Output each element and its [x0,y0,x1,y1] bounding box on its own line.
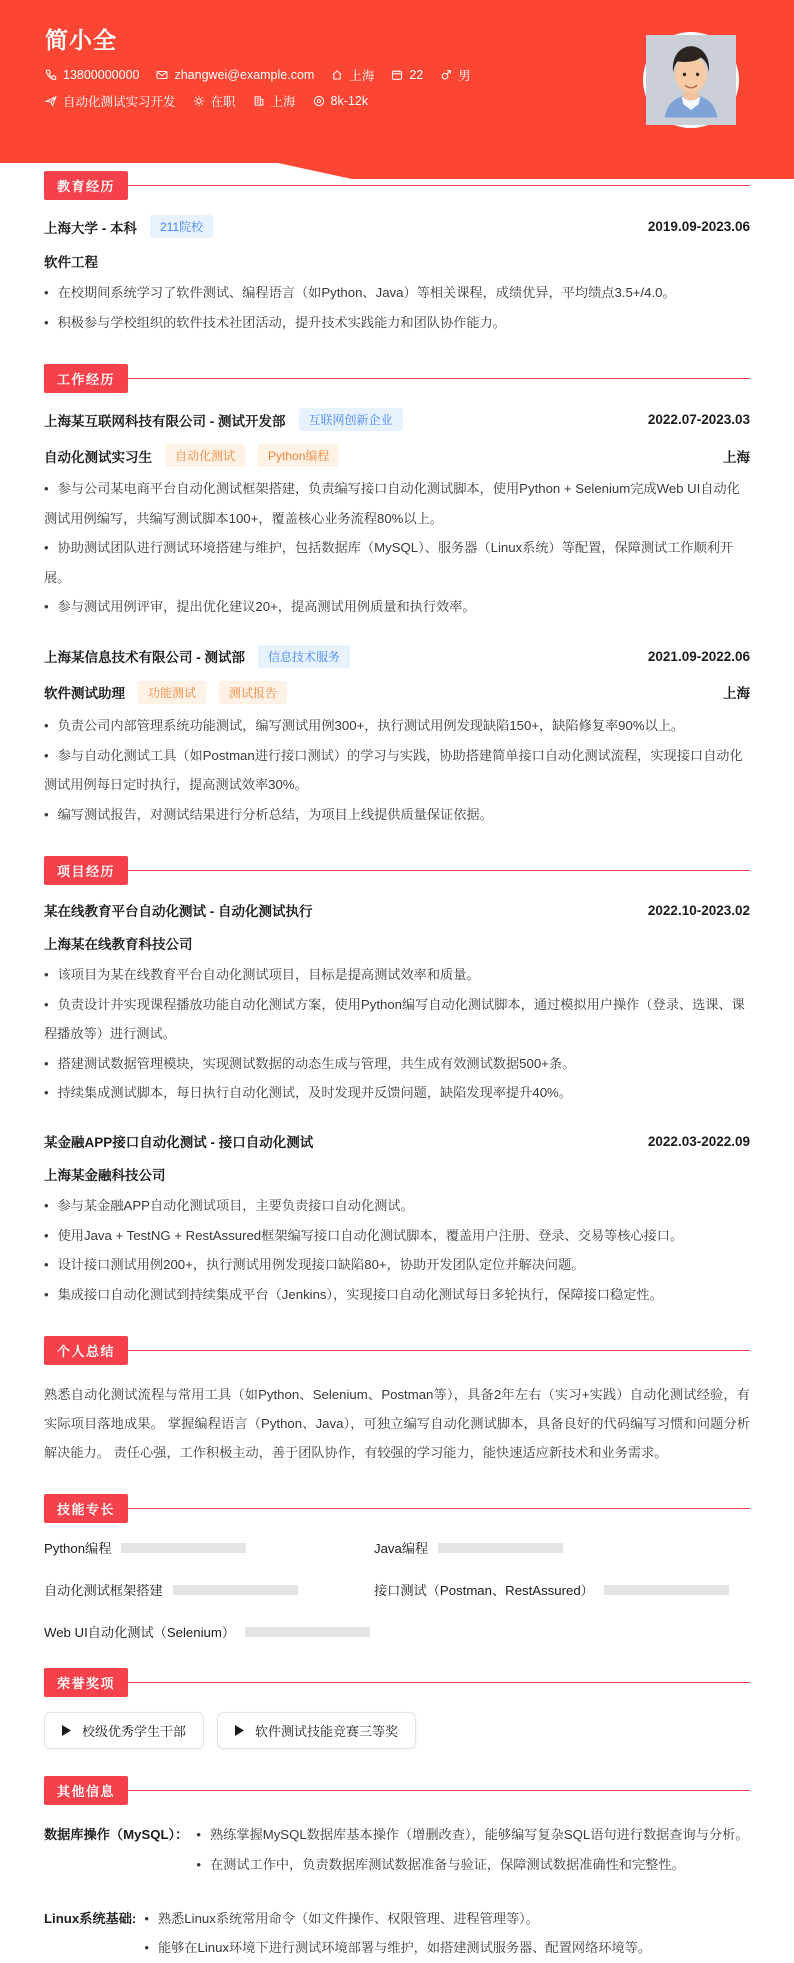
bullet: • 参与自动化测试工具（如Postman进行接口测试）的学习与实践，协助搭建简单接口自动化测试流程，实现接口自动化测试用例每日定时执行，提高测试效率30%。 [44,741,750,800]
honor-label: 校级优秀学生干部 [82,1724,187,1740]
work-bullets [44,711,750,829]
city-icon [253,95,265,107]
section-header [44,1776,750,1805]
resume-header [0,0,794,163]
contact-age: 22 [391,68,423,82]
work-date: 2021.09-2022.06 [647,648,750,664]
project-name: 某在线教育平台自动化测试 - 自动化测试执行 [44,904,313,920]
bullet: • 在校期间系统学习了软件测试、编程语言（如Python、Java）等相关课程，成绩优异，平均绩点3.5+/4.0。 [44,278,750,308]
other-group-bullets [144,1904,750,1963]
work-location: 上海 [723,686,750,702]
avatar [643,32,739,128]
company-tag: 互联网创新企业 [299,408,403,431]
role-title: 自动化测试实习生 [44,449,152,465]
bullet: • 参与某金融APP自动化测试项目，主要负责接口自动化测试。 [44,1191,750,1221]
honor-badge [217,1712,416,1749]
candidate-name: 简小全 [45,27,117,53]
work-location: 上海 [723,449,750,465]
section-title-badge: 荣誉奖项 [44,1668,128,1697]
bullet: • 能够在Linux环境下进行测试环境部署与维护，如搭建测试服务器、配置网络环境等。 [144,1933,750,1963]
avatar-illustration [646,35,736,125]
bullet: • 协助测试团队进行测试环境搭建与维护，包括数据库（MySQL）、服务器（Linux系统）等配置，保障测试工作顺利开展。 [44,533,750,592]
skill-label: Java编程 [374,1541,429,1557]
project-date: 2022.10-2023.02 [647,902,750,918]
bullet: • 搭建测试数据管理模块，实现测试数据的动态生成与管理，共生成有效测试数据500+条。 [44,1049,750,1079]
section-header [44,364,750,393]
honor-badge [44,1712,204,1749]
other-group [44,1820,750,1879]
role-tag: 测试报告 [219,681,287,704]
contact-row-2 [45,92,368,110]
resume-body [0,171,794,1963]
bullet: • 使用Java + TestNG + RestAssured框架编写接口自动化测试脚本，覆盖用户注册、登录、交易等核心接口。 [44,1221,750,1251]
section-title-badge: 个人总结 [44,1336,128,1365]
contact-row-1 [45,66,471,84]
section-summary [44,1336,750,1467]
other-group-label: 数据库操作（MySQL）： [44,1827,189,1843]
skill-item [44,1622,374,1641]
project-name: 某金融APP接口自动化测试 - 接口自动化测试 [44,1135,314,1150]
project-org: 上海某在线教育科技公司 [44,937,193,953]
skill-bar [438,1543,563,1553]
bullet: • 熟练掌握MySQL数据库基本操作（增删改查），能够编写复杂SQL语句进行数据查询与分析。 [196,1820,750,1850]
home-icon [331,69,343,81]
bullet: • 在测试工作中，负责数据库测试数据准备与验证，保障测试数据准确性和完整性。 [196,1850,750,1880]
bullet: • 该项目为某在线教育平台自动化测试项目，目标是提高测试效率和质量。 [44,960,750,990]
status-icon [193,95,205,107]
role-tag: Python编程 [258,444,339,467]
skill-item [374,1580,750,1599]
age-icon [391,69,403,81]
education-entry [44,215,750,337]
project-bullets [44,960,750,1108]
contact-phone: 13800000000 [45,68,139,82]
education-date: 2019.09-2023.06 [647,219,750,234]
skill-bar [173,1585,298,1595]
skill-bar [604,1585,729,1595]
honors-list [44,1712,750,1749]
contact-email: zhangwei@example.com [156,68,314,82]
skill-label: 自动化测试框架搭建 [44,1583,163,1599]
summary-text: 熟悉自动化测试流程与常用工具（如Python、Selenium、Postman等），具备2年左右（实习+实践）自动化测试经验，有实际项目落地成果。 掌握编程语言（Python、Java），可独立编写自动化测试脚本，具备良好的代码编写习惯和问题分析解决能力。 责任心强，工作积极主动，善于团队协作，有较强的学习能力，能快速适应新技术和业务需求。 [44,1387,750,1461]
contact-status: 在职 [193,92,236,110]
section-work [44,364,750,829]
contact-city: 上海 [253,92,296,110]
work-entry [44,645,750,829]
section-divider [128,1350,750,1351]
mail-icon [156,69,168,81]
work-date: 2022.07-2023.03 [647,412,750,428]
bullet: • 积极参与学校组织的软件技术社团活动，提升技术实践能力和团队协作能力。 [44,308,750,338]
school-tag: 211院校 [150,215,213,238]
play-triangle-icon [235,1725,244,1736]
skill-label: 接口测试（Postman、RestAssured） [374,1583,594,1599]
play-triangle-icon [62,1725,71,1736]
target-job-icon [45,95,57,107]
bullet: • 参与公司某电商平台自动化测试框架搭建，负责编写接口自动化测试脚本，使用Python + Selenium完成Web UI自动化测试用例编写，共编写测试脚本100+，覆盖核心业务流程80%以上。 [44,474,750,533]
project-entry [44,900,750,1108]
project-org: 上海某金融科技公司 [44,1168,166,1183]
company-name: 上海某信息技术有限公司 - 测试部 [44,650,245,666]
skill-item [44,1538,374,1557]
skill-bar [245,1627,370,1637]
section-divider [128,378,750,379]
section-skills [44,1494,750,1641]
section-title-badge: 技能专长 [44,1494,128,1523]
section-title-badge: 教育经历 [44,171,128,200]
bullet: • 负责公司内部管理系统功能测试，编写测试用例300+，执行测试用例发现缺陷150+，缺陷修复率90%以上。 [44,711,750,741]
section-divider [128,1508,750,1509]
section-header [44,1494,750,1523]
contact-salary: 8k-12k [313,94,369,108]
work-entry [44,408,750,622]
section-honors [44,1668,750,1749]
section-divider [128,870,750,871]
company-tag: 信息技术服务 [258,645,350,668]
skill-label: Web UI自动化测试（Selenium） [44,1625,236,1641]
section-divider [128,1682,750,1683]
skill-item [44,1580,374,1599]
section-divider [128,1790,750,1791]
skill-bar [121,1543,246,1553]
project-entry [44,1131,750,1309]
phone-icon [45,69,57,81]
section-other [44,1776,750,1962]
other-group-label: Linux系统基础: [44,1910,137,1926]
education-bullets [44,278,750,337]
other-group-bullets [196,1820,750,1879]
major: 软件工程 [44,255,98,270]
bullet: • 编写测试报告，对测试结果进行分析总结，为项目上线提供质量保证依据。 [44,800,750,830]
skill-item [374,1538,750,1557]
section-title-badge: 其他信息 [44,1776,128,1805]
role-tag: 自动化测试 [165,444,245,467]
role-tag: 功能测试 [138,681,206,704]
contact-gender: 男 [440,66,471,84]
skills-grid [44,1538,750,1641]
company-name: 上海某互联网科技有限公司 - 测试开发部 [44,413,286,429]
honor-label: 软件测试技能竞赛三等奖 [255,1724,399,1740]
section-education [44,171,750,337]
work-bullets [44,474,750,622]
bullet: • 集成接口自动化测试到持续集成平台（Jenkins），实现接口自动化测试每日多轮执行，保障接口稳定性。 [44,1280,750,1310]
section-header [44,856,750,885]
project-bullets [44,1191,750,1309]
gender-icon [440,69,452,81]
section-title-badge: 项目经历 [44,856,128,885]
section-projects [44,856,750,1309]
bullet: • 参与测试用例评审，提出优化建议20+，提高测试用例质量和执行效率。 [44,592,750,622]
bullet: • 负责设计并实现课程播放功能自动化测试方案，使用Python编写自动化测试脚本，通过模拟用户操作（登录、选课、课程播放等）进行测试。 [44,990,750,1049]
contact-target-job: 自动化测试实习开发 [45,92,176,110]
bullet: • 持续集成测试脚本，每日执行自动化测试，及时发现并反馈问题，缺陷发现率提升40%。 [44,1078,750,1108]
section-header [44,1336,750,1365]
contact-location: 上海 [331,66,374,84]
role-title: 软件测试助理 [44,686,125,702]
project-date: 2022.03-2022.09 [647,1133,750,1149]
bullet: • 设计接口测试用例200+，执行测试用例发现接口缺陷80+，协助开发团队定位并解决问题。 [44,1250,750,1280]
section-title-badge: 工作经历 [44,364,128,393]
skill-label: Python编程 [44,1541,112,1557]
school-name: 上海大学 - 本科 [44,220,137,236]
section-header [44,1668,750,1697]
section-divider [128,185,750,186]
bullet: • 熟悉Linux系统常用命令（如文件操作、权限管理、进程管理等）。 [144,1904,750,1934]
salary-icon [313,95,325,107]
other-group [44,1904,750,1963]
